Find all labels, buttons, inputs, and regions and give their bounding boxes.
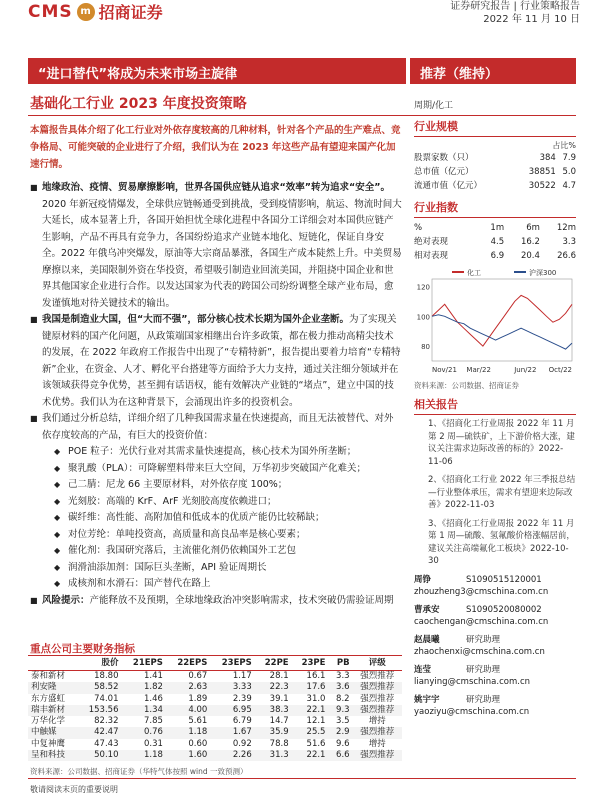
paragraph-lead: 我国是制造业大国，但“大而不强”，部分核心技术长期为国外企业垄断。 <box>42 314 349 325</box>
table-cell: 强烈推荐 <box>353 727 402 738</box>
report-text: 《招商化工行业周报 2022 年 11 月第 2 周—硫铁矿，上下游价格大涨，建议关注需求边际改善的标的》2022-11-06 <box>428 419 575 467</box>
table-row <box>28 682 402 693</box>
square-bullet-icon: ■ <box>30 595 38 605</box>
table-cell: 1.34 <box>121 705 165 716</box>
analyst-email[interactable]: zhouzheng3@cmschina.com.cn <box>414 587 549 597</box>
table-cell: 强烈推荐 <box>353 682 402 693</box>
list-item <box>30 576 402 593</box>
table-cell: 1.18 <box>166 727 210 738</box>
cell-value: 3.3 <box>562 237 576 247</box>
rating-badge: 推荐（维持） <box>410 58 576 84</box>
table-cell: 9.3 <box>328 705 352 716</box>
legend-label: 沪深300 <box>529 269 557 277</box>
index-chart <box>414 265 576 379</box>
paragraph-lead: 地缘政治、疫情、贸易摩擦影响，世界各国供应链从追求“效率”转为追求“安全”。 <box>42 182 390 193</box>
table-cell: 5.61 <box>188 716 208 727</box>
table-cell: 58.52 <box>77 682 121 693</box>
diamond-bullet-icon: ◆ <box>54 447 61 456</box>
header-cell: 12m <box>556 223 576 233</box>
table-cell: 2.26 <box>210 750 254 761</box>
table-cell: 1.89 <box>188 693 208 704</box>
analyst-entry <box>414 694 576 719</box>
table-cell: 强烈推荐 <box>360 671 395 681</box>
list-item-text: 聚乳酸（PLA）：可降解塑料带来巨大空间，万华初步突破国产化难关； <box>68 462 366 474</box>
analyst-id: 研究助理 <box>466 694 501 705</box>
table-row <box>28 739 402 750</box>
list-item <box>30 510 402 527</box>
financial-table <box>28 657 402 761</box>
analyst-id: 研究助理 <box>466 634 501 645</box>
table-row <box>414 179 576 193</box>
footer-divider <box>28 778 576 779</box>
cell-value: 384 <box>539 153 556 163</box>
cell-label: 总市值（亿元） <box>414 167 474 177</box>
list-item <box>30 560 402 577</box>
cell-label: 流通市值（亿元） <box>414 181 483 191</box>
analyst-id: S1090520080002 <box>466 604 542 615</box>
y-tick-label: 80 <box>421 343 430 352</box>
square-bullet-icon: ■ <box>30 183 38 192</box>
table-cell: 0.92 <box>232 738 252 749</box>
risk-lead: 风险提示： <box>42 594 90 606</box>
list-item <box>30 444 402 461</box>
table-row <box>28 705 402 716</box>
table-cell: 3.5 <box>336 716 350 727</box>
table-row <box>414 249 576 263</box>
chart-source: 资料来源：公司数据、招商证券 <box>414 381 519 390</box>
table-row <box>28 727 402 738</box>
company-logo <box>28 0 163 23</box>
table-row <box>28 750 402 761</box>
column-header: 23PE <box>292 657 329 671</box>
cell-pct: 4.7 <box>562 181 576 191</box>
y-tick-label: 120 <box>416 283 430 292</box>
list-item <box>30 461 402 478</box>
column-header: 22EPS <box>166 657 210 671</box>
analyst-entry <box>414 664 576 689</box>
table-cell: 6.79 <box>232 716 252 727</box>
scale-table <box>414 151 576 193</box>
table-cell: 增持 <box>368 738 386 749</box>
paragraph-1 <box>30 180 402 312</box>
title-divider <box>28 115 576 116</box>
index-table <box>414 221 576 263</box>
abstract: 本篇报告具体介绍了化工行业对外依存度较高的几种材料，针对各个产品的生产难点、竞争格局、可能突破的企业进行了介绍，我们认为在 2023 年这些产品有望迎来国产化加速行情。 <box>30 125 401 170</box>
cell-label: 绝对表现 <box>414 237 449 247</box>
table-cell: 39.1 <box>269 693 289 704</box>
report-item <box>414 418 576 468</box>
x-tick-label: Mar/22 <box>466 366 491 374</box>
diamond-bullet-icon: ◆ <box>54 496 61 506</box>
table-cell: 6.6 <box>328 750 352 761</box>
list-item-text: 成核剂和水滑石：国产替代在路上 <box>68 578 211 589</box>
analyst-entry <box>414 604 576 629</box>
column-header: 股价 <box>77 657 121 671</box>
analyst-entry <box>414 574 576 599</box>
table-cell: 22.1 <box>292 750 329 761</box>
index-title: 行业指数 <box>414 199 576 218</box>
table-cell: 0.76 <box>121 727 165 738</box>
table-cell: 51.6 <box>306 738 326 749</box>
table-cell: 1.46 <box>143 693 163 704</box>
cell-value: 4.5 <box>490 237 505 247</box>
table-cell: 153.56 <box>77 705 121 716</box>
report-item <box>414 518 576 568</box>
table-cell: 35.9 <box>255 727 292 738</box>
reports-list <box>414 418 576 568</box>
table-cell: 31.3 <box>255 750 292 761</box>
table-cell: 22.3 <box>255 682 292 693</box>
logo-text-en: CMS <box>28 1 73 22</box>
cell-label: 相对表现 <box>414 251 449 261</box>
table-cell: 16.1 <box>306 671 326 681</box>
diamond-bullet-icon: ◆ <box>54 513 61 522</box>
cell-value: 30522 <box>528 181 556 191</box>
table-cell: 28.1 <box>269 671 289 681</box>
list-item-text: 对位芳纶：单吨投资高，高质量和高良品率是核心要素； <box>68 528 306 540</box>
cell-pct: 7.9 <box>562 153 576 163</box>
page-header <box>0 0 600 30</box>
column-header: PB <box>328 657 352 671</box>
product-list <box>30 444 402 593</box>
table-cell: 74.01 <box>94 693 119 704</box>
table-cell: 1.18 <box>121 750 165 761</box>
table-cell: 9.6 <box>336 738 350 749</box>
x-tick-label: Oct/22 <box>548 366 572 374</box>
table-cell: 25.5 <box>292 727 329 738</box>
header-meta <box>450 0 580 26</box>
main-body <box>30 180 402 609</box>
cell-value: 20.4 <box>520 251 540 261</box>
square-bullet-icon: ■ <box>30 414 38 423</box>
table-divider <box>28 655 402 656</box>
table-cell: 0.31 <box>143 738 163 749</box>
list-item <box>30 527 402 544</box>
report-number: 3、 <box>428 518 442 529</box>
x-tick-label: Jun/22 <box>514 366 537 374</box>
list-item-text: 催化剂：我国研究落后，主流催化剂仍依赖国外工艺包 <box>68 545 297 556</box>
cell-value: 38851 <box>528 167 556 177</box>
report-date: 2022 年 11 月 10 日 <box>483 14 580 25</box>
table-cell: 强烈推荐 <box>353 750 402 761</box>
header-cell: % <box>414 223 423 233</box>
table-row <box>414 151 576 165</box>
analysts-list <box>414 574 576 719</box>
paragraph-text: 2020 年新冠疫情爆发，全球供应链畅通受到挑战，受到疫情影响，航运、物流时间大大延长，成本显著上升，各国开始担忧全球化进程中各国分工详细会对本国供应链产生影响，产品不再具有竞争力，各国纷纷追求产业链本地化、短链化，保证自身安全。2022 年俄乌冲突爆发，原油等大宗商品暴涨，各国生产成本陡然上升。中美贸易摩擦以来，美国限制外资在华投资，希望吸引制造业回流美国，并阻挠中国企业和世界其他国家企业进行合作。以发达国家为代表的跨国公司纷纷调整全球产业布局，愈发谨慎地对待关键技术的输出。 <box>42 198 402 309</box>
diamond-bullet-icon: ◆ <box>54 579 61 588</box>
table-cell: 38.3 <box>255 705 292 716</box>
table-cell: 1.41 <box>143 671 163 681</box>
table-source: 资料来源：公司数据、招商证券（华特气体按照 wind 一致预测） <box>30 767 248 776</box>
sector-label: 周期/化工 <box>414 101 454 111</box>
table-cell: 3.3 <box>336 671 350 681</box>
table-row <box>414 165 576 179</box>
table-cell: 2.9 <box>328 727 352 738</box>
table-cell: 14.7 <box>269 716 289 727</box>
analyst-email[interactable]: caochengan@cmschina.com.cn <box>414 617 549 627</box>
logo-mark-icon: m <box>77 3 95 21</box>
column-header: 评级 <box>353 657 402 671</box>
cell-value: 6.9 <box>490 251 505 261</box>
table-cell: 17.6 <box>292 682 329 693</box>
table-cell: 1.82 <box>121 682 165 693</box>
table-cell: 7.85 <box>143 716 163 727</box>
table-cell: 0.60 <box>188 738 208 749</box>
logo-text-cn: 招商证券 <box>98 3 163 22</box>
column-header <box>28 657 77 671</box>
list-item-text: 润滑油添加剂：国际巨头垄断，API 验证周期长 <box>68 561 267 573</box>
table-cell: 78.8 <box>269 738 289 749</box>
list-item <box>30 543 402 560</box>
legend-label: 化工 <box>467 269 481 277</box>
analyst-entry <box>414 634 576 659</box>
risk-paragraph <box>30 593 402 610</box>
table-cell: 东方盛虹 <box>31 693 66 704</box>
table-cell: 利安隆 <box>28 682 77 693</box>
square-bullet-icon: ■ <box>30 315 38 324</box>
table-header-row <box>414 221 576 235</box>
report-title: 基础化工行业 2023 年度投资策略 <box>30 96 247 112</box>
report-item <box>414 474 576 512</box>
table-cell: 3.33 <box>210 682 254 693</box>
list-item-text: 光刻胶：高端的 KrF、ArF 光刻胶高度依赖进口； <box>68 495 277 507</box>
footer-note: 敬请阅读末页的重要说明 <box>30 785 118 794</box>
paragraph-text: 我们通过分析总结，详细介绍了几种我国需求量在快速提高，而且无法被替代、对外依存度较高的产品，有巨大的投资价值： <box>42 413 394 441</box>
table-cell: 3.6 <box>328 682 352 693</box>
series-line <box>432 295 572 346</box>
column-header: 22PE <box>255 657 292 671</box>
cell-value: 16.2 <box>520 237 540 247</box>
table-cell: 增持 <box>368 716 386 727</box>
column-header: 23EPS <box>210 657 254 671</box>
y-tick-label: 100 <box>416 313 430 322</box>
report-number: 2、 <box>428 475 442 485</box>
header-cell: 1m <box>490 223 505 233</box>
table-cell: 12.1 <box>306 716 326 727</box>
table-cell: 42.47 <box>77 727 121 738</box>
index-chart-svg <box>414 265 576 375</box>
diamond-bullet-icon: ◆ <box>54 562 61 572</box>
x-tick-label: Nov/21 <box>432 366 457 374</box>
table-cell: 呈和科技 <box>28 750 77 761</box>
table-cell: 18.80 <box>94 671 119 681</box>
analyst-email[interactable]: yaoziyu@cmschina.com.cn <box>414 707 530 717</box>
table-cell: 47.43 <box>94 738 119 749</box>
table-row <box>414 235 576 249</box>
table-cell: 中触媒 <box>28 727 77 738</box>
table-cell: 万华化学 <box>31 716 66 727</box>
table-cell: 8.2 <box>336 693 350 704</box>
table-row <box>28 671 402 683</box>
paragraph-2 <box>30 312 402 411</box>
table-cell: 82.32 <box>94 716 119 727</box>
risk-text: 产能释放不及预期，全球地缘政治冲突影响需求，技术突破仍需验证周期 <box>89 594 394 606</box>
list-item <box>30 477 402 494</box>
table-cell: 泰和新材 <box>31 671 66 681</box>
report-type: 证券研究报告 | 行业策略报告 <box>450 1 580 12</box>
table-header-row <box>28 657 402 671</box>
table-cell: 4.00 <box>166 705 210 716</box>
table-cell: 1.17 <box>232 671 252 681</box>
table-cell: 22.1 <box>292 705 329 716</box>
header-cell: 6m <box>526 223 540 233</box>
table-cell: 6.95 <box>210 705 254 716</box>
analyst-id: 研究助理 <box>466 664 501 675</box>
table-cell: 1.60 <box>166 750 210 761</box>
paragraph-3 <box>30 411 402 444</box>
analyst-email[interactable]: lianying@cmschina.com.cn <box>414 677 531 687</box>
analyst-name: 周铮 <box>414 574 432 585</box>
analyst-email[interactable]: zhaochenxi@cmschina.com.cn <box>414 647 545 657</box>
list-item-text: 碳纤维：高性能、高附加值和低成本的优质产能仍比较稀缺； <box>68 512 325 523</box>
table-cell: 强烈推荐 <box>360 693 395 704</box>
reports-title: 相关报告 <box>414 396 576 415</box>
table-cell: 瑞丰新材 <box>28 705 77 716</box>
report-text: 《招商化工行业周报 2022 年 11 月第 1 周—硫酸、氢氟酸价格涨幅居前，建议关注高端氟化工板块》2022-10-30 <box>428 518 575 566</box>
analyst-name: 姚宇宇 <box>414 694 440 705</box>
headline-banner: “进口替代”将成为未来市场主旋律 <box>28 58 406 84</box>
table-cell: 31.0 <box>306 693 326 704</box>
table-cell: 50.10 <box>77 750 121 761</box>
table-cell: 中复神鹰 <box>31 738 66 749</box>
cell-value: 26.6 <box>557 251 576 261</box>
table-cell: 0.67 <box>188 671 208 681</box>
list-item <box>30 494 402 511</box>
analyst-id: S1090515120001 <box>466 574 542 585</box>
column-header: 21EPS <box>121 657 165 671</box>
table-cell: 强烈推荐 <box>353 705 402 716</box>
diamond-bullet-icon: ◆ <box>54 463 61 473</box>
list-item-text: POE 粒子：光伏行业对其需求量快速提高，核心技术为国外所垄断； <box>68 446 357 457</box>
analyst-name: 曹承安 <box>414 604 440 615</box>
scale-title: 行业规模 <box>414 118 576 137</box>
cell-pct: 5.0 <box>562 167 576 177</box>
diamond-bullet-icon: ◆ <box>54 529 61 539</box>
table-row <box>28 716 402 727</box>
sidebar <box>414 118 576 719</box>
scale-unit: 占比% <box>552 141 576 150</box>
table-cell: 2.39 <box>232 693 252 704</box>
table-cell: 2.63 <box>166 682 210 693</box>
analyst-name: 赵晨曦 <box>414 634 440 645</box>
table-row <box>28 694 402 705</box>
cell-label: 股票家数（只） <box>414 153 474 163</box>
list-item-text: 己二腈：尼龙 66 主要原材料，对外依存度 100%； <box>68 479 288 490</box>
table-cell: 1.67 <box>210 727 254 738</box>
table-title: 重点公司主要财务指标 <box>30 643 135 655</box>
diamond-bullet-icon: ◆ <box>54 480 61 489</box>
report-text: 《招商化工行业 2022 年三季报总结—行业整体承压，需求有望迎来边际改善》2022-11-03 <box>428 475 576 510</box>
paragraph-text: 为了实现关键原材料的国产化问题，从政策端国家相继出台许多政策，都在极力推动高精尖技术的发展，在 2022 年政府工作报告中出现了“专精特新”，报告提出要着力培育“专精特新”企业，在资金、人才、孵化平台搭建等方面给予大力支持，通过关注细分领域并在该领域获得竞争优势，甚至拥有话语权，能有效解决产业链的“堵点”，建立中国的技术优势。我们认为在这种背景下，会涌现出许多的投资机会。 <box>42 314 401 408</box>
diamond-bullet-icon: ◆ <box>54 546 61 555</box>
report-number: 1、 <box>428 419 442 429</box>
analyst-name: 连莹 <box>414 664 432 675</box>
